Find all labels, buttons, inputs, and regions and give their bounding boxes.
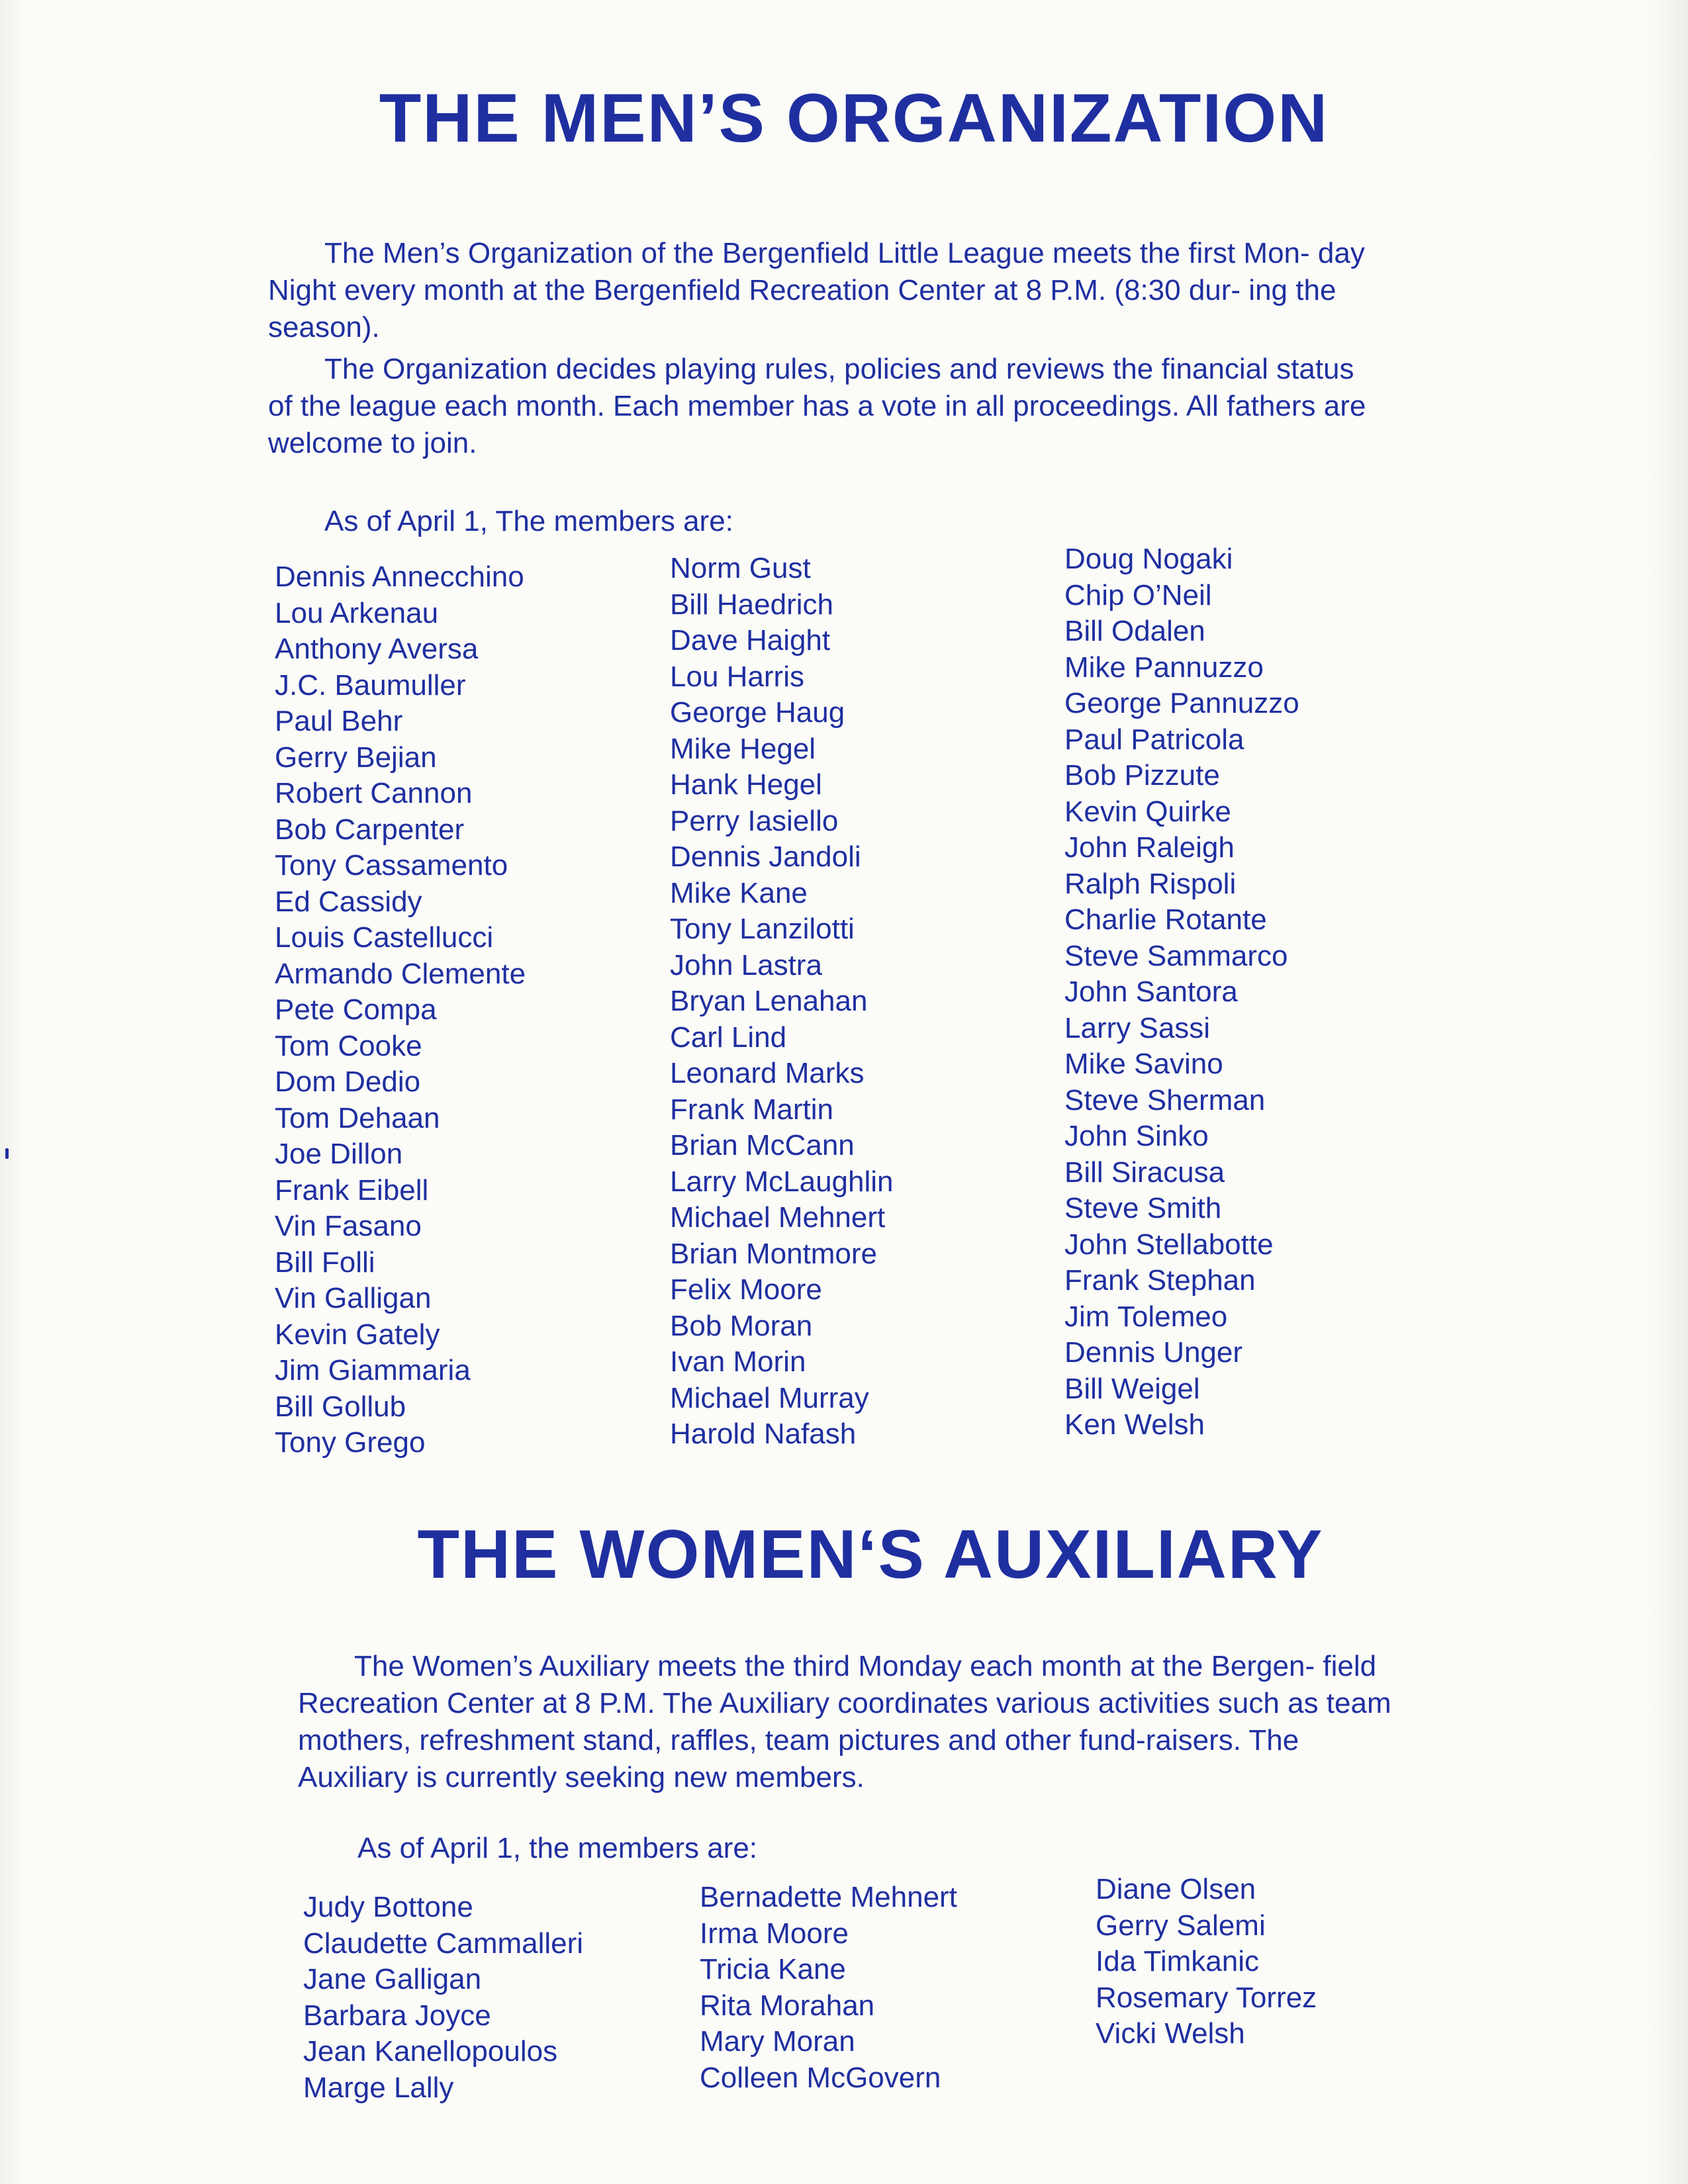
member-name: Steve Sherman <box>1064 1083 1266 1116</box>
member-name: Joe Dillon <box>275 1138 403 1170</box>
member-name: Jim Tolemeo <box>1064 1300 1228 1333</box>
member-name: Chip O’Neil <box>1064 578 1212 612</box>
member-name: Harold Nafash <box>670 1418 857 1450</box>
member-name: Colleen McGovern <box>700 2061 941 2094</box>
member-name: George Haug <box>670 696 845 729</box>
member-name: Tony Lanzilotti <box>670 913 855 945</box>
member-name: Bill Weigel <box>1064 1372 1200 1405</box>
mens-members-intro: As of April 1, The members are: <box>324 505 733 537</box>
member-name: Lou Arkenau <box>275 596 439 629</box>
member-name: Bernadette Mehnert <box>700 1881 957 1913</box>
page-edge-right <box>1648 0 1688 2184</box>
mens-members-column-3 <box>1064 541 1299 1443</box>
member-name: Norm Gust <box>670 552 811 584</box>
member-name: Bob Pizzute <box>1064 759 1220 792</box>
member-name: Frank Eibell <box>275 1173 429 1206</box>
member-name: Brian McCann <box>670 1129 855 1161</box>
member-name: Perry Iasiello <box>670 804 839 837</box>
member-name: Gerry Salemi <box>1096 1909 1266 1942</box>
member-name: Bill Haedrich <box>670 588 833 621</box>
member-name: Felix Moore <box>670 1273 822 1306</box>
mens-members-column-2 <box>670 551 894 1453</box>
member-name: Gerry Bejian <box>275 741 437 774</box>
member-name: Pete Compa <box>275 993 437 1026</box>
member-name: Judy Bottone <box>303 1891 473 1923</box>
member-name: Kevin Quirke <box>1064 795 1231 828</box>
member-name: Dave Haight <box>670 624 831 657</box>
member-name: Tom Dehaan <box>275 1101 440 1134</box>
member-name: Michael Murray <box>670 1381 869 1414</box>
mens-meeting-paragraph: The Men’s Organization of the Bergenfield Little League meets the first Mon- day Night every month at the Bergenfield Recreation Center at 8 P.M. (8:30 dur- ing the season). <box>268 237 1365 343</box>
member-name: Rita Morahan <box>700 1989 875 2022</box>
member-name: Bill Gollub <box>275 1390 406 1423</box>
member-name: Anthony Aversa <box>275 633 479 665</box>
member-name: Kevin Gately <box>275 1318 440 1351</box>
margin-mark <box>5 1148 9 1159</box>
member-name: John Lastra <box>670 948 822 981</box>
member-name: Louis Castellucci <box>275 921 494 954</box>
member-name: Rosemary Torrez <box>1096 1981 1317 2014</box>
member-name: Tom Cooke <box>275 1029 422 1062</box>
member-name: Leonard Marks <box>670 1057 865 1089</box>
member-name: Tony Cassamento <box>275 849 508 882</box>
member-name: Lou Harris <box>670 660 804 693</box>
member-name: Paul Patricola <box>1064 723 1244 756</box>
member-name: George Pannuzzo <box>1064 687 1299 719</box>
member-name: Larry Sassi <box>1064 1011 1211 1044</box>
womens-members-column-2 <box>700 1880 957 2096</box>
member-name: Bob Carpenter <box>275 813 465 846</box>
member-name: Ed Cassidy <box>275 885 422 918</box>
member-name: Vin Galligan <box>275 1282 432 1314</box>
member-name: Bryan Lenahan <box>670 985 868 1017</box>
page-edge-left <box>0 0 26 2184</box>
member-name: Larry McLaughlin <box>670 1165 894 1198</box>
member-name: Dennis Annecchino <box>275 561 524 593</box>
member-name: Vicki Welsh <box>1096 2017 1245 2050</box>
member-name: John Stellabotte <box>1064 1228 1274 1261</box>
member-name: Ida Timkanic <box>1096 1945 1259 1978</box>
member-name: Frank Martin <box>670 1093 833 1126</box>
womens-meeting-paragraph: The Women’s Auxiliary meets the third Monday each month at the Bergen- field Recreation Center at 8 P.M. The Auxiliary coordinates various activities such as team mothers, refreshment stand, raffles, team pictures and other fund-raisers. The Auxiliary is currently seeking new members. <box>298 1650 1391 1794</box>
member-name: Mike Savino <box>1064 1048 1223 1080</box>
member-name: Hank Hegel <box>670 768 822 801</box>
member-name: Paul Behr <box>275 705 403 737</box>
member-name: Mike Kane <box>670 876 808 909</box>
member-name: Dennis Unger <box>1064 1336 1243 1369</box>
mens-members-column-1 <box>275 559 526 1461</box>
member-name: Dennis Jandoli <box>670 841 861 873</box>
member-name: Jim Giammaria <box>275 1354 471 1387</box>
member-name: Diane Olsen <box>1096 1873 1256 1905</box>
member-name: Charlie Rotante <box>1064 903 1267 936</box>
member-name: Jane Galligan <box>303 1963 482 1995</box>
member-name: Steve Sammarco <box>1064 939 1288 972</box>
member-name: Mary Moran <box>700 2025 855 2058</box>
member-name: Dom Dedio <box>275 1066 421 1098</box>
member-name: Robert Cannon <box>275 777 473 809</box>
member-name: Vin Fasano <box>275 1210 422 1242</box>
member-name: Carl Lind <box>670 1021 787 1054</box>
member-name: Irma Moore <box>700 1917 849 1950</box>
member-name: Marge Lally <box>303 2071 454 2104</box>
member-name: Steve Smith <box>1064 1192 1222 1224</box>
mens-purpose-paragraph: The Organization decides playing rules, policies and reviews the financial status of the league each month. Each member has a vote in all proceedings. All fathers are welcome to join. <box>268 353 1366 459</box>
mens-organization-title: THE MEN’S ORGANIZATION <box>379 80 1329 157</box>
member-name: Ralph Rispoli <box>1064 867 1237 900</box>
womens-auxiliary-title: THE WOMEN‘S AUXILIARY <box>417 1516 1324 1593</box>
member-name: J.C. Baumuller <box>275 668 466 702</box>
member-name: Tony Grego <box>275 1426 426 1459</box>
member-name: Mike Hegel <box>670 732 816 765</box>
member-name: Bill Odalen <box>1064 615 1205 647</box>
member-name: John Santora <box>1064 976 1238 1008</box>
member-name: Claudette Cammalleri <box>303 1927 584 1960</box>
member-name: Bill Siracusa <box>1064 1156 1225 1189</box>
member-name: Brian Montmore <box>670 1237 878 1270</box>
member-name: Michael Mehnert <box>670 1201 886 1234</box>
member-name: Ivan Morin <box>670 1345 806 1378</box>
member-name: Mike Pannuzzo <box>1064 651 1264 684</box>
womens-members-column-1 <box>303 1889 583 2106</box>
member-name: Armando Clemente <box>275 957 526 990</box>
member-name: Bill Folli <box>275 1246 375 1279</box>
member-name: Tricia Kane <box>700 1953 846 1985</box>
womens-members-intro: As of April 1, the members are: <box>357 1832 758 1864</box>
womens-members-column-3 <box>1096 1872 1317 2052</box>
member-name: Jean Kanellopoulos <box>303 2035 558 2068</box>
member-name: Bob Moran <box>670 1309 813 1342</box>
member-name: Doug Nogaki <box>1064 543 1233 575</box>
member-name: Barbara Joyce <box>303 1999 491 2032</box>
member-name: John Raleigh <box>1064 831 1235 864</box>
member-name: Frank Stephan <box>1064 1264 1256 1297</box>
member-name: John Sinko <box>1064 1120 1209 1152</box>
member-name: Ken Welsh <box>1064 1408 1205 1441</box>
